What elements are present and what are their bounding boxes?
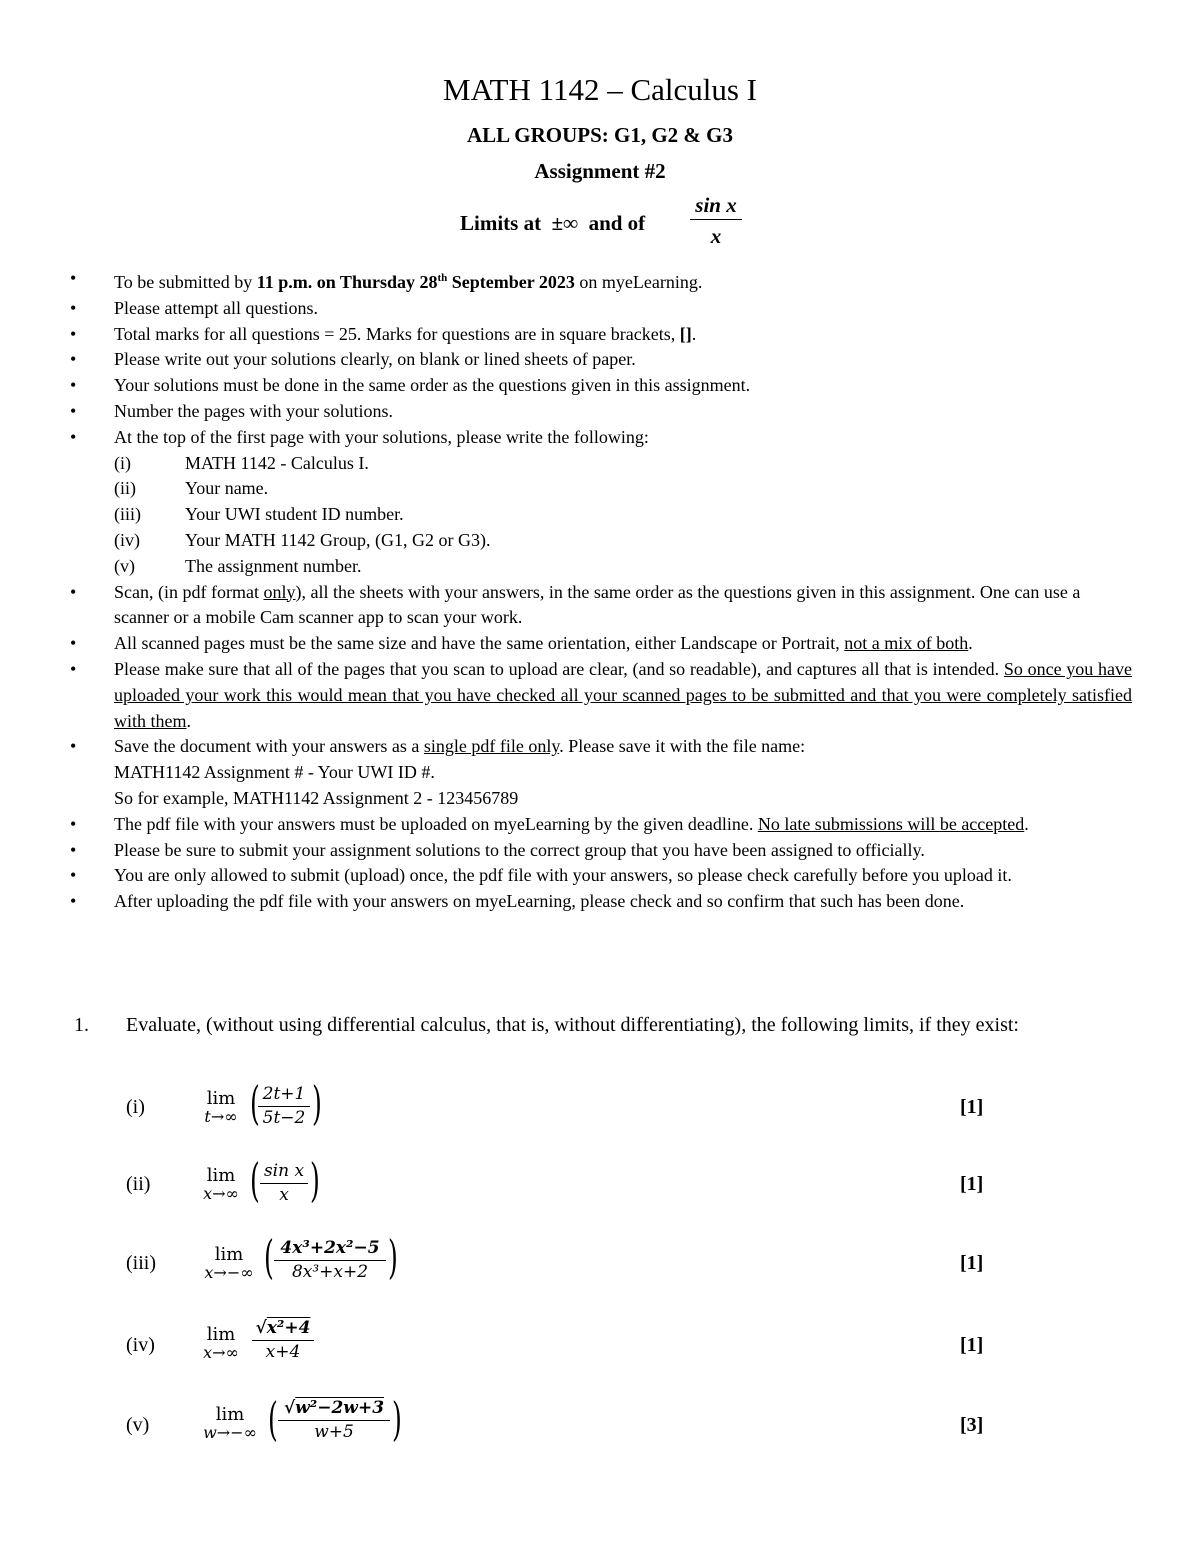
question-part-i bbox=[0, 1076, 1200, 1164]
groups-heading: ALL GROUPS: G1, G2 & G3 bbox=[466, 123, 734, 147]
list-item: (iii) Your UWI student ID number. bbox=[114, 504, 404, 525]
rule-deadline-upload: • The pdf file with your answers must be uploaded on myeLearning by the given deadline. No late submissions will be accepted. bbox=[0, 812, 1132, 838]
bullet-icon: • bbox=[70, 865, 77, 886]
right-paren: ) bbox=[312, 1076, 322, 1130]
topic-fraction-numerator: sin x bbox=[695, 193, 737, 217]
rule-number-pages: • Number the pages with your solutions. bbox=[0, 399, 1132, 425]
question-part-ii bbox=[0, 1153, 1200, 1241]
bullet-icon: • bbox=[70, 581, 77, 602]
assignment-heading: Assignment #2 bbox=[534, 159, 666, 183]
marks: [1] bbox=[960, 1173, 984, 1195]
part-label: (iv) bbox=[126, 1334, 155, 1356]
marks: [3] bbox=[960, 1414, 984, 1436]
bullet-icon: • bbox=[70, 297, 77, 318]
topic-heading-text: Limits at ±∞ and of bbox=[460, 211, 646, 235]
rule-submit-once: • You are only allowed to submit (upload) once, the pdf file with your answers, so please check carefully before you upload it. bbox=[0, 863, 1132, 889]
rule-attempt-all: • Please attempt all questions. bbox=[0, 296, 1132, 322]
bullet-icon: • bbox=[70, 658, 77, 679]
limit-operator: lim t→∞ bbox=[204, 1088, 238, 1126]
rule-save-pdf: • Save the document with your answers as a single pdf file only. Please save it with the file name: MATH1142 Assignment # - Your UWI ID #. So for example, MATH1142 Assignment 2 - 123456789 bbox=[70, 736, 806, 808]
bullet-icon: • bbox=[70, 891, 77, 912]
part-label: (iii) bbox=[126, 1252, 156, 1274]
rule-confirm-upload: • After uploading the pdf file with your answers on myeLearning, please check and so confirm that such has been done. bbox=[0, 889, 1132, 915]
limit-operator: lim x→−∞ bbox=[204, 1244, 254, 1282]
bullet-icon: • bbox=[70, 375, 77, 396]
rule-total-marks: • Total marks for all questions = 25. Marks for questions are in square brackets, []. bbox=[0, 322, 1132, 348]
question-number: 1. bbox=[74, 1014, 89, 1036]
list-item: (i) MATH 1142 - Calculus I. bbox=[114, 452, 369, 473]
rule-same-order: • Your solutions must be done in the same order as the questions given in this assignment. bbox=[0, 373, 1132, 399]
radical-icon: √ bbox=[255, 1318, 267, 1338]
right-paren: ) bbox=[310, 1153, 320, 1207]
rule-correct-group: • Please be sure to submit your assignment solutions to the correct group that you have been assigned to officially. bbox=[0, 838, 1132, 864]
topic-fraction-denominator: x bbox=[710, 224, 722, 248]
left-paren: ( bbox=[264, 1230, 274, 1284]
bullet-icon: • bbox=[70, 839, 77, 860]
radical-icon: √ bbox=[283, 1398, 296, 1418]
fraction-bar bbox=[690, 219, 742, 220]
rule-page-size: • All scanned pages must be the same size and have the same orientation, either Landscape or Portrait, not a mix of both. bbox=[0, 631, 1132, 657]
rule-write-clearly: • Please write out your solutions clearly, on blank or lined sheets of paper. bbox=[0, 347, 1132, 373]
page-title: MATH 1142 – Calculus I bbox=[443, 72, 757, 107]
bullet-icon: • bbox=[70, 268, 77, 288]
left-paren: ( bbox=[250, 1076, 260, 1130]
bullet-icon: • bbox=[70, 633, 77, 654]
bullet-icon: • bbox=[70, 323, 77, 344]
list-item: (ii) Your name. bbox=[114, 478, 269, 499]
part-label: (ii) bbox=[126, 1173, 151, 1195]
fraction: 2t+1 5t−2 bbox=[258, 1084, 310, 1128]
rule-deadline: • To be submitted by 11 p.m. on Thursday 28th September 2023 on myeLearning. bbox=[70, 268, 703, 292]
limit-operator: lim w→−∞ bbox=[203, 1404, 257, 1442]
question-text: Evaluate, (without using differential calculus, that is, without differentiating), the following limits, if they exist: bbox=[126, 1014, 1019, 1036]
rule-clear-pages: • Please make sure that all of the pages that you scan to upload are clear, (and so readable), and captures all that is intended. So once you have uploaded your work this would mean that you have checked all your scanned pages to be submitted and that you were completely satisfied with them. bbox=[70, 658, 1133, 731]
bullet-icon: • bbox=[70, 813, 77, 834]
left-paren: ( bbox=[268, 1392, 278, 1446]
question-part-iii bbox=[0, 1230, 1200, 1318]
rule-scan: • Scan, (in pdf format only), all the sheets with your answers, in the same order as the questions given in this assignment. One can use a scanner or a mobile Cam scanner app to scan your work. bbox=[70, 581, 1081, 628]
left-paren: ( bbox=[250, 1153, 260, 1207]
bullet-icon: • bbox=[70, 426, 77, 447]
first-page-items bbox=[114, 451, 1132, 580]
topic-heading bbox=[0, 193, 1200, 253]
marks: [1] bbox=[960, 1334, 984, 1356]
instructions-list bbox=[0, 266, 1200, 915]
topic-fraction bbox=[690, 193, 742, 249]
question-part-v bbox=[0, 1392, 1200, 1478]
bullet-icon: • bbox=[70, 349, 77, 370]
rule-first-page: • At the top of the first page with your solutions, please write the following: (i) MATH 1142 - Calculus I. (ii) Your name. (iii) Your UWI student ID number. (iv) Your MATH 1142 Group, (G1, G2 or G3). (v) The assignment number. bbox=[0, 425, 1132, 580]
limit-operator: lim x→∞ bbox=[203, 1165, 239, 1203]
marks: [1] bbox=[960, 1252, 984, 1274]
marks: [1] bbox=[960, 1096, 984, 1118]
fraction: 4x³+2x²−5 8x³+x+2 bbox=[274, 1238, 386, 1282]
bullet-icon: • bbox=[70, 400, 77, 421]
fraction: sin x x bbox=[260, 1161, 308, 1205]
list-item: (iv) Your MATH 1142 Group, (G1, G2 or G3). bbox=[114, 529, 491, 550]
right-paren: ) bbox=[392, 1392, 402, 1446]
fraction: √w²−2w+3 w+5 bbox=[278, 1398, 390, 1442]
fraction: √x²+4 x+4 bbox=[252, 1318, 314, 1362]
part-label: (i) bbox=[126, 1096, 145, 1118]
right-paren: ) bbox=[388, 1230, 398, 1284]
list-item: (v) The assignment number. bbox=[114, 555, 362, 576]
bullet-icon: • bbox=[70, 736, 77, 757]
question-part-iv bbox=[0, 1318, 1200, 1398]
part-label: (v) bbox=[126, 1414, 150, 1436]
limit-operator: lim x→∞ bbox=[203, 1324, 239, 1362]
